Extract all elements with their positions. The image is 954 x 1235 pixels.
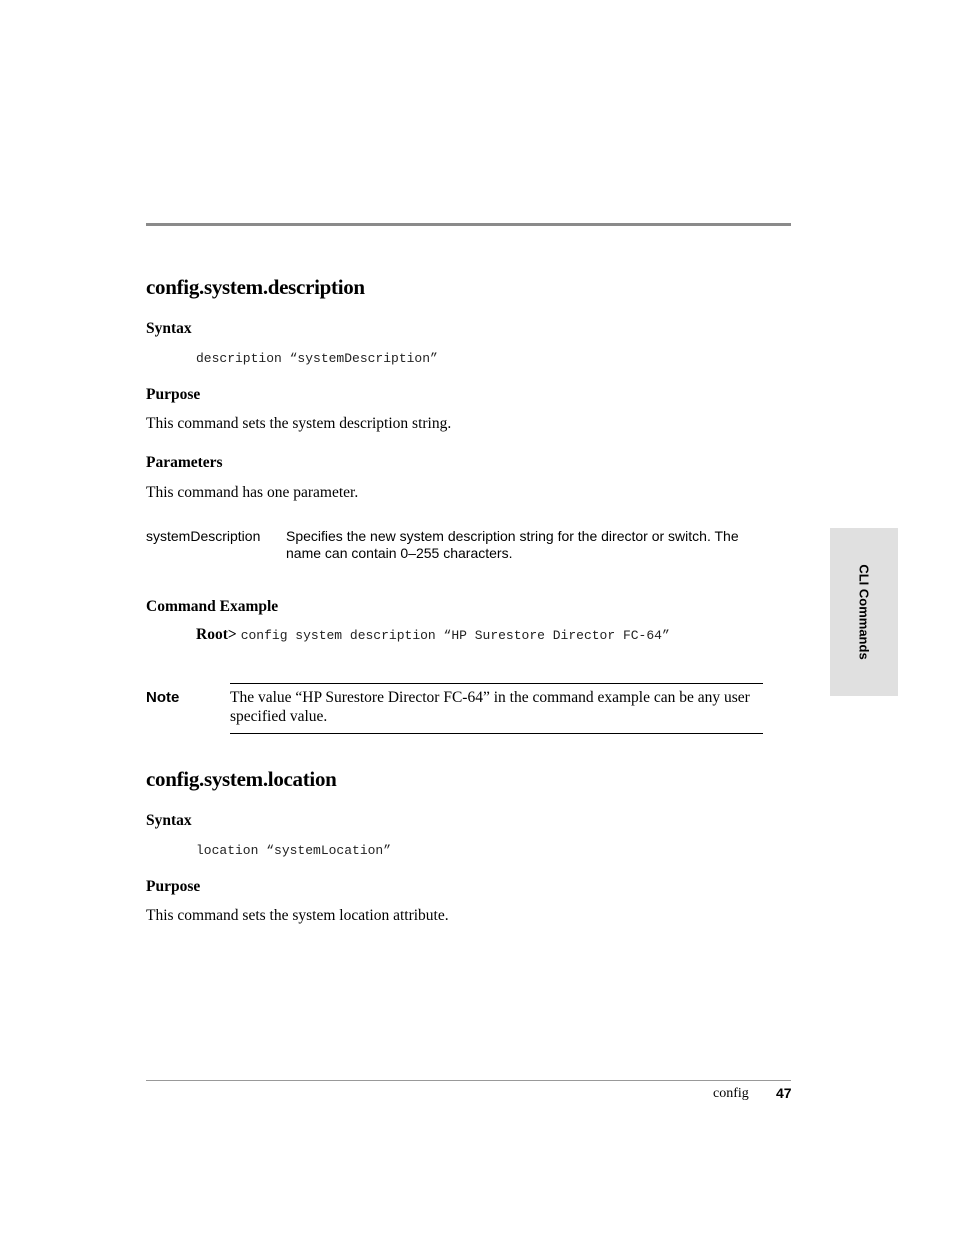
purpose-text-location: This command sets the system location attribute.: [146, 907, 449, 924]
syntax-heading-location: Syntax: [146, 812, 192, 829]
syntax-code-location: location “systemLocation”: [196, 843, 392, 858]
parameters-intro: This command has one parameter.: [146, 484, 359, 501]
command-example: [196, 626, 670, 644]
parameters-heading: Parameters: [146, 454, 223, 471]
note-bottom-rule: [230, 733, 763, 734]
purpose-heading-location: Purpose: [146, 878, 201, 895]
note-top-rule: [230, 683, 763, 684]
syntax-heading: Syntax: [146, 320, 192, 337]
chapter-side-tab-label: CLI Commands: [856, 564, 872, 660]
footer-rule: [146, 1080, 791, 1081]
command-example-code: config system description “HP Surestore Director FC-64”: [240, 628, 670, 643]
chapter-side-tab: [830, 528, 898, 696]
parameter-description: Specifies the new system description string for the director or switch. The name can contain 0–255 characters.: [286, 528, 739, 561]
syntax-code: description “systemDescription”: [196, 351, 438, 366]
purpose-heading: Purpose: [146, 386, 201, 403]
command-prompt: Root>: [196, 626, 237, 643]
top-rule: [146, 223, 791, 226]
parameter-name: systemDescription: [146, 528, 261, 544]
command-example-heading: Command Example: [146, 598, 279, 615]
footer-section-name: config: [713, 1086, 749, 1101]
note-text: The value “HP Surestore Director FC-64” in the command example can be any user specified value.: [230, 689, 750, 725]
note-label: Note: [146, 689, 180, 706]
section-title-location: config.system.location: [146, 767, 337, 791]
footer-page-number: 47: [776, 1085, 792, 1101]
purpose-text: This command sets the system description string.: [146, 415, 452, 432]
section-title-description: config.system.description: [146, 275, 365, 299]
